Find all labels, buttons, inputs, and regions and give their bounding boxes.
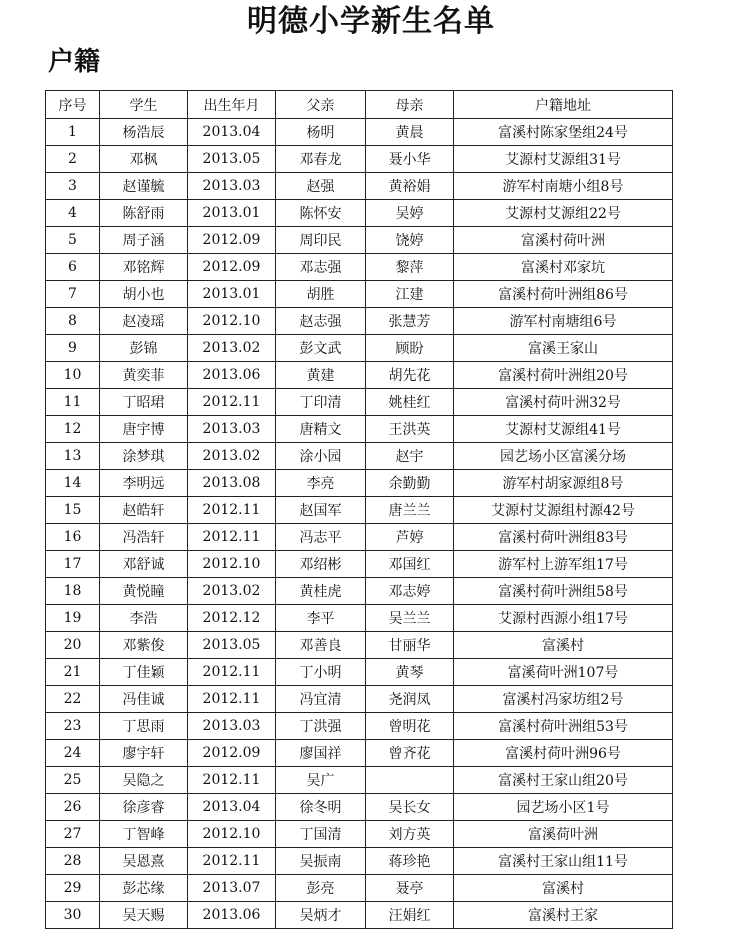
cell-student: 丁昭珺 <box>100 389 188 416</box>
table-row <box>46 713 673 740</box>
cell-address: 富溪村荷叶洲96号 <box>454 740 673 767</box>
table-row <box>46 146 673 173</box>
cell-mother: 曾齐花 <box>366 740 454 767</box>
cell-father: 邓绍彬 <box>276 551 366 578</box>
cell-address: 富溪村冯家坊组2号 <box>454 686 673 713</box>
cell-index: 7 <box>46 281 100 308</box>
cell-father: 胡胜 <box>276 281 366 308</box>
cell-mother: 吴长女 <box>366 794 454 821</box>
cell-mother: 张慧芳 <box>366 308 454 335</box>
cell-index: 23 <box>46 713 100 740</box>
cell-father: 冯宜清 <box>276 686 366 713</box>
cell-address: 富溪村荷叶洲32号 <box>454 389 673 416</box>
cell-address: 富溪村邓家坑 <box>454 254 673 281</box>
table-row <box>46 335 673 362</box>
cell-student: 邓舒诚 <box>100 551 188 578</box>
cell-index: 25 <box>46 767 100 794</box>
cell-father: 李亮 <box>276 470 366 497</box>
cell-mother: 黄琴 <box>366 659 454 686</box>
cell-father: 丁国清 <box>276 821 366 848</box>
cell-index: 10 <box>46 362 100 389</box>
cell-address: 富溪王家山 <box>454 335 673 362</box>
cell-student: 丁思雨 <box>100 713 188 740</box>
cell-address: 富溪荷叶洲 <box>454 821 673 848</box>
cell-father: 彭文武 <box>276 335 366 362</box>
cell-address: 游军村胡家源组8号 <box>454 470 673 497</box>
cell-address: 富溪村荷叶洲 <box>454 227 673 254</box>
table-row <box>46 308 673 335</box>
table-row <box>46 416 673 443</box>
cell-mother: 吴兰兰 <box>366 605 454 632</box>
table-row <box>46 254 673 281</box>
cell-mother: 尧润凤 <box>366 686 454 713</box>
table-row <box>46 200 673 227</box>
cell-birth-date: 2013.02 <box>188 578 276 605</box>
cell-father: 吴广 <box>276 767 366 794</box>
table-header-row <box>46 91 673 119</box>
cell-mother: 黄晨 <box>366 119 454 146</box>
cell-index: 30 <box>46 902 100 929</box>
cell-father: 吴炳才 <box>276 902 366 929</box>
table-row <box>46 902 673 929</box>
cell-mother: 顾盼 <box>366 335 454 362</box>
column-header-student: 学生 <box>100 91 188 119</box>
cell-mother: 汪娟红 <box>366 902 454 929</box>
cell-index: 11 <box>46 389 100 416</box>
cell-address: 富溪村 <box>454 632 673 659</box>
cell-index: 26 <box>46 794 100 821</box>
cell-address: 园艺场小区1号 <box>454 794 673 821</box>
table-row <box>46 578 673 605</box>
cell-mother: 聂小华 <box>366 146 454 173</box>
table-row <box>46 551 673 578</box>
cell-father: 邓善良 <box>276 632 366 659</box>
table-row <box>46 821 673 848</box>
cell-birth-date: 2012.11 <box>188 848 276 875</box>
cell-address: 游军村南塘组6号 <box>454 308 673 335</box>
cell-index: 14 <box>46 470 100 497</box>
page-title: 明德小学新生名单 <box>247 4 495 39</box>
cell-index: 24 <box>46 740 100 767</box>
cell-father: 赵国军 <box>276 497 366 524</box>
cell-index: 19 <box>46 605 100 632</box>
cell-index: 6 <box>46 254 100 281</box>
cell-address: 艾源村艾源组村源42号 <box>454 497 673 524</box>
cell-father: 黄桂虎 <box>276 578 366 605</box>
cell-index: 12 <box>46 416 100 443</box>
cell-father: 涂小园 <box>276 443 366 470</box>
cell-address: 富溪村王家山组20号 <box>454 767 673 794</box>
cell-birth-date: 2013.02 <box>188 443 276 470</box>
cell-index: 1 <box>46 119 100 146</box>
cell-address: 游军村上游军组17号 <box>454 551 673 578</box>
cell-mother: 聂亭 <box>366 875 454 902</box>
column-header-birth-date: 出生年月 <box>188 91 276 119</box>
cell-index: 4 <box>46 200 100 227</box>
cell-father: 陈怀安 <box>276 200 366 227</box>
cell-birth-date: 2013.06 <box>188 362 276 389</box>
cell-birth-date: 2012.11 <box>188 659 276 686</box>
cell-index: 27 <box>46 821 100 848</box>
cell-index: 28 <box>46 848 100 875</box>
cell-address: 富溪村王家 <box>454 902 673 929</box>
cell-mother: 吴婷 <box>366 200 454 227</box>
cell-student: 彭锦 <box>100 335 188 362</box>
cell-father: 廖国祥 <box>276 740 366 767</box>
table-row <box>46 281 673 308</box>
cell-mother: 饶婷 <box>366 227 454 254</box>
cell-address: 富溪村荷叶洲组86号 <box>454 281 673 308</box>
cell-mother: 曾明花 <box>366 713 454 740</box>
cell-index: 18 <box>46 578 100 605</box>
column-header-mother: 母亲 <box>366 91 454 119</box>
cell-address: 富溪村荷叶洲组83号 <box>454 524 673 551</box>
cell-student: 吴恩熹 <box>100 848 188 875</box>
cell-student: 黄奕菲 <box>100 362 188 389</box>
cell-birth-date: 2012.09 <box>188 740 276 767</box>
cell-student: 赵皓轩 <box>100 497 188 524</box>
cell-student: 胡小也 <box>100 281 188 308</box>
cell-index: 29 <box>46 875 100 902</box>
cell-birth-date: 2012.09 <box>188 227 276 254</box>
cell-father: 唐精文 <box>276 416 366 443</box>
cell-mother: 余勤勤 <box>366 470 454 497</box>
cell-birth-date: 2012.11 <box>188 686 276 713</box>
table-row <box>46 848 673 875</box>
cell-student: 丁佳颖 <box>100 659 188 686</box>
column-header-index: 序号 <box>46 91 100 119</box>
cell-index: 21 <box>46 659 100 686</box>
cell-father: 黄建 <box>276 362 366 389</box>
cell-address: 富溪荷叶洲107号 <box>454 659 673 686</box>
cell-mother: 黄裕娟 <box>366 173 454 200</box>
table-row <box>46 605 673 632</box>
cell-father: 李平 <box>276 605 366 632</box>
cell-mother: 邓志婷 <box>366 578 454 605</box>
cell-birth-date: 2012.10 <box>188 551 276 578</box>
cell-student: 杨浩辰 <box>100 119 188 146</box>
table-row <box>46 524 673 551</box>
table-row <box>46 362 673 389</box>
table-row <box>46 875 673 902</box>
table-row <box>46 632 673 659</box>
cell-address: 艾源村西源小组17号 <box>454 605 673 632</box>
cell-address: 富溪村 <box>454 875 673 902</box>
cell-birth-date: 2012.12 <box>188 605 276 632</box>
table-row <box>46 173 673 200</box>
cell-birth-date: 2012.11 <box>188 497 276 524</box>
cell-student: 冯浩轩 <box>100 524 188 551</box>
cell-address: 园艺场小区富溪分场 <box>454 443 673 470</box>
cell-father: 邓春龙 <box>276 146 366 173</box>
cell-birth-date: 2013.05 <box>188 632 276 659</box>
table-row <box>46 470 673 497</box>
cell-birth-date: 2013.03 <box>188 416 276 443</box>
cell-student: 陈舒雨 <box>100 200 188 227</box>
cell-index: 22 <box>46 686 100 713</box>
cell-index: 16 <box>46 524 100 551</box>
cell-student: 周子涵 <box>100 227 188 254</box>
cell-father: 邓志强 <box>276 254 366 281</box>
cell-student: 黄悦瞳 <box>100 578 188 605</box>
cell-birth-date: 2013.05 <box>188 146 276 173</box>
cell-mother: 蒋珍艳 <box>366 848 454 875</box>
cell-father: 丁洪强 <box>276 713 366 740</box>
cell-father: 吴振南 <box>276 848 366 875</box>
cell-father: 杨明 <box>276 119 366 146</box>
cell-student: 李明远 <box>100 470 188 497</box>
cell-address: 艾源村艾源组41号 <box>454 416 673 443</box>
cell-address: 艾源村艾源组31号 <box>454 146 673 173</box>
cell-mother: 唐兰兰 <box>366 497 454 524</box>
cell-index: 2 <box>46 146 100 173</box>
cell-father: 彭亮 <box>276 875 366 902</box>
cell-student: 邓枫 <box>100 146 188 173</box>
cell-address: 游军村南塘小组8号 <box>454 173 673 200</box>
cell-student: 赵谨毓 <box>100 173 188 200</box>
cell-birth-date: 2013.07 <box>188 875 276 902</box>
cell-student: 李浩 <box>100 605 188 632</box>
cell-father: 丁印清 <box>276 389 366 416</box>
cell-student: 唐宇博 <box>100 416 188 443</box>
cell-mother: 黎萍 <box>366 254 454 281</box>
cell-father: 赵志强 <box>276 308 366 335</box>
cell-father: 丁小明 <box>276 659 366 686</box>
cell-student: 徐彦睿 <box>100 794 188 821</box>
cell-birth-date: 2012.11 <box>188 389 276 416</box>
cell-student: 吴天赐 <box>100 902 188 929</box>
cell-address: 富溪村荷叶洲组53号 <box>454 713 673 740</box>
cell-father: 周印民 <box>276 227 366 254</box>
cell-birth-date: 2013.03 <box>188 713 276 740</box>
cell-mother: 王洪英 <box>366 416 454 443</box>
cell-mother <box>366 767 454 794</box>
table-row <box>46 497 673 524</box>
cell-index: 9 <box>46 335 100 362</box>
cell-birth-date: 2012.11 <box>188 524 276 551</box>
cell-index: 17 <box>46 551 100 578</box>
table-row <box>46 767 673 794</box>
cell-father: 徐冬明 <box>276 794 366 821</box>
cell-birth-date: 2012.10 <box>188 308 276 335</box>
table-row <box>46 443 673 470</box>
cell-mother: 赵宇 <box>366 443 454 470</box>
section-label: 户籍 <box>48 47 101 77</box>
column-header-address: 户籍地址 <box>454 91 673 119</box>
cell-birth-date: 2012.10 <box>188 821 276 848</box>
cell-student: 涂梦琪 <box>100 443 188 470</box>
cell-student: 邓紫俊 <box>100 632 188 659</box>
table-row <box>46 659 673 686</box>
cell-student: 彭芯缘 <box>100 875 188 902</box>
cell-index: 3 <box>46 173 100 200</box>
table-row <box>46 686 673 713</box>
cell-index: 20 <box>46 632 100 659</box>
cell-father: 冯志平 <box>276 524 366 551</box>
cell-birth-date: 2012.09 <box>188 254 276 281</box>
cell-student: 丁智峰 <box>100 821 188 848</box>
cell-mother: 姚桂红 <box>366 389 454 416</box>
cell-index: 8 <box>46 308 100 335</box>
cell-mother: 胡先花 <box>366 362 454 389</box>
cell-birth-date: 2013.04 <box>188 119 276 146</box>
cell-student: 吴隐之 <box>100 767 188 794</box>
cell-mother: 芦婷 <box>366 524 454 551</box>
cell-address: 富溪村荷叶洲组58号 <box>454 578 673 605</box>
cell-student: 邓铭辉 <box>100 254 188 281</box>
cell-student: 廖宇轩 <box>100 740 188 767</box>
cell-index: 15 <box>46 497 100 524</box>
table-row <box>46 227 673 254</box>
table-row <box>46 389 673 416</box>
student-roster-table <box>45 90 673 929</box>
table-body <box>46 119 673 929</box>
cell-index: 13 <box>46 443 100 470</box>
cell-birth-date: 2013.01 <box>188 200 276 227</box>
cell-address: 富溪村陈家堡组24号 <box>454 119 673 146</box>
cell-birth-date: 2013.04 <box>188 794 276 821</box>
cell-birth-date: 2013.03 <box>188 173 276 200</box>
cell-mother: 邓国红 <box>366 551 454 578</box>
cell-birth-date: 2012.11 <box>188 767 276 794</box>
column-header-father: 父亲 <box>276 91 366 119</box>
cell-birth-date: 2013.08 <box>188 470 276 497</box>
cell-mother: 刘方英 <box>366 821 454 848</box>
cell-address: 富溪村荷叶洲组20号 <box>454 362 673 389</box>
cell-birth-date: 2013.06 <box>188 902 276 929</box>
cell-birth-date: 2013.01 <box>188 281 276 308</box>
cell-index: 5 <box>46 227 100 254</box>
cell-student: 冯佳诚 <box>100 686 188 713</box>
cell-student: 赵凌瑶 <box>100 308 188 335</box>
cell-address: 富溪村王家山组11号 <box>454 848 673 875</box>
table-row <box>46 794 673 821</box>
cell-address: 艾源村艾源组22号 <box>454 200 673 227</box>
table-row <box>46 740 673 767</box>
cell-mother: 甘丽华 <box>366 632 454 659</box>
cell-mother: 江建 <box>366 281 454 308</box>
table-row <box>46 119 673 146</box>
cell-birth-date: 2013.02 <box>188 335 276 362</box>
cell-father: 赵强 <box>276 173 366 200</box>
